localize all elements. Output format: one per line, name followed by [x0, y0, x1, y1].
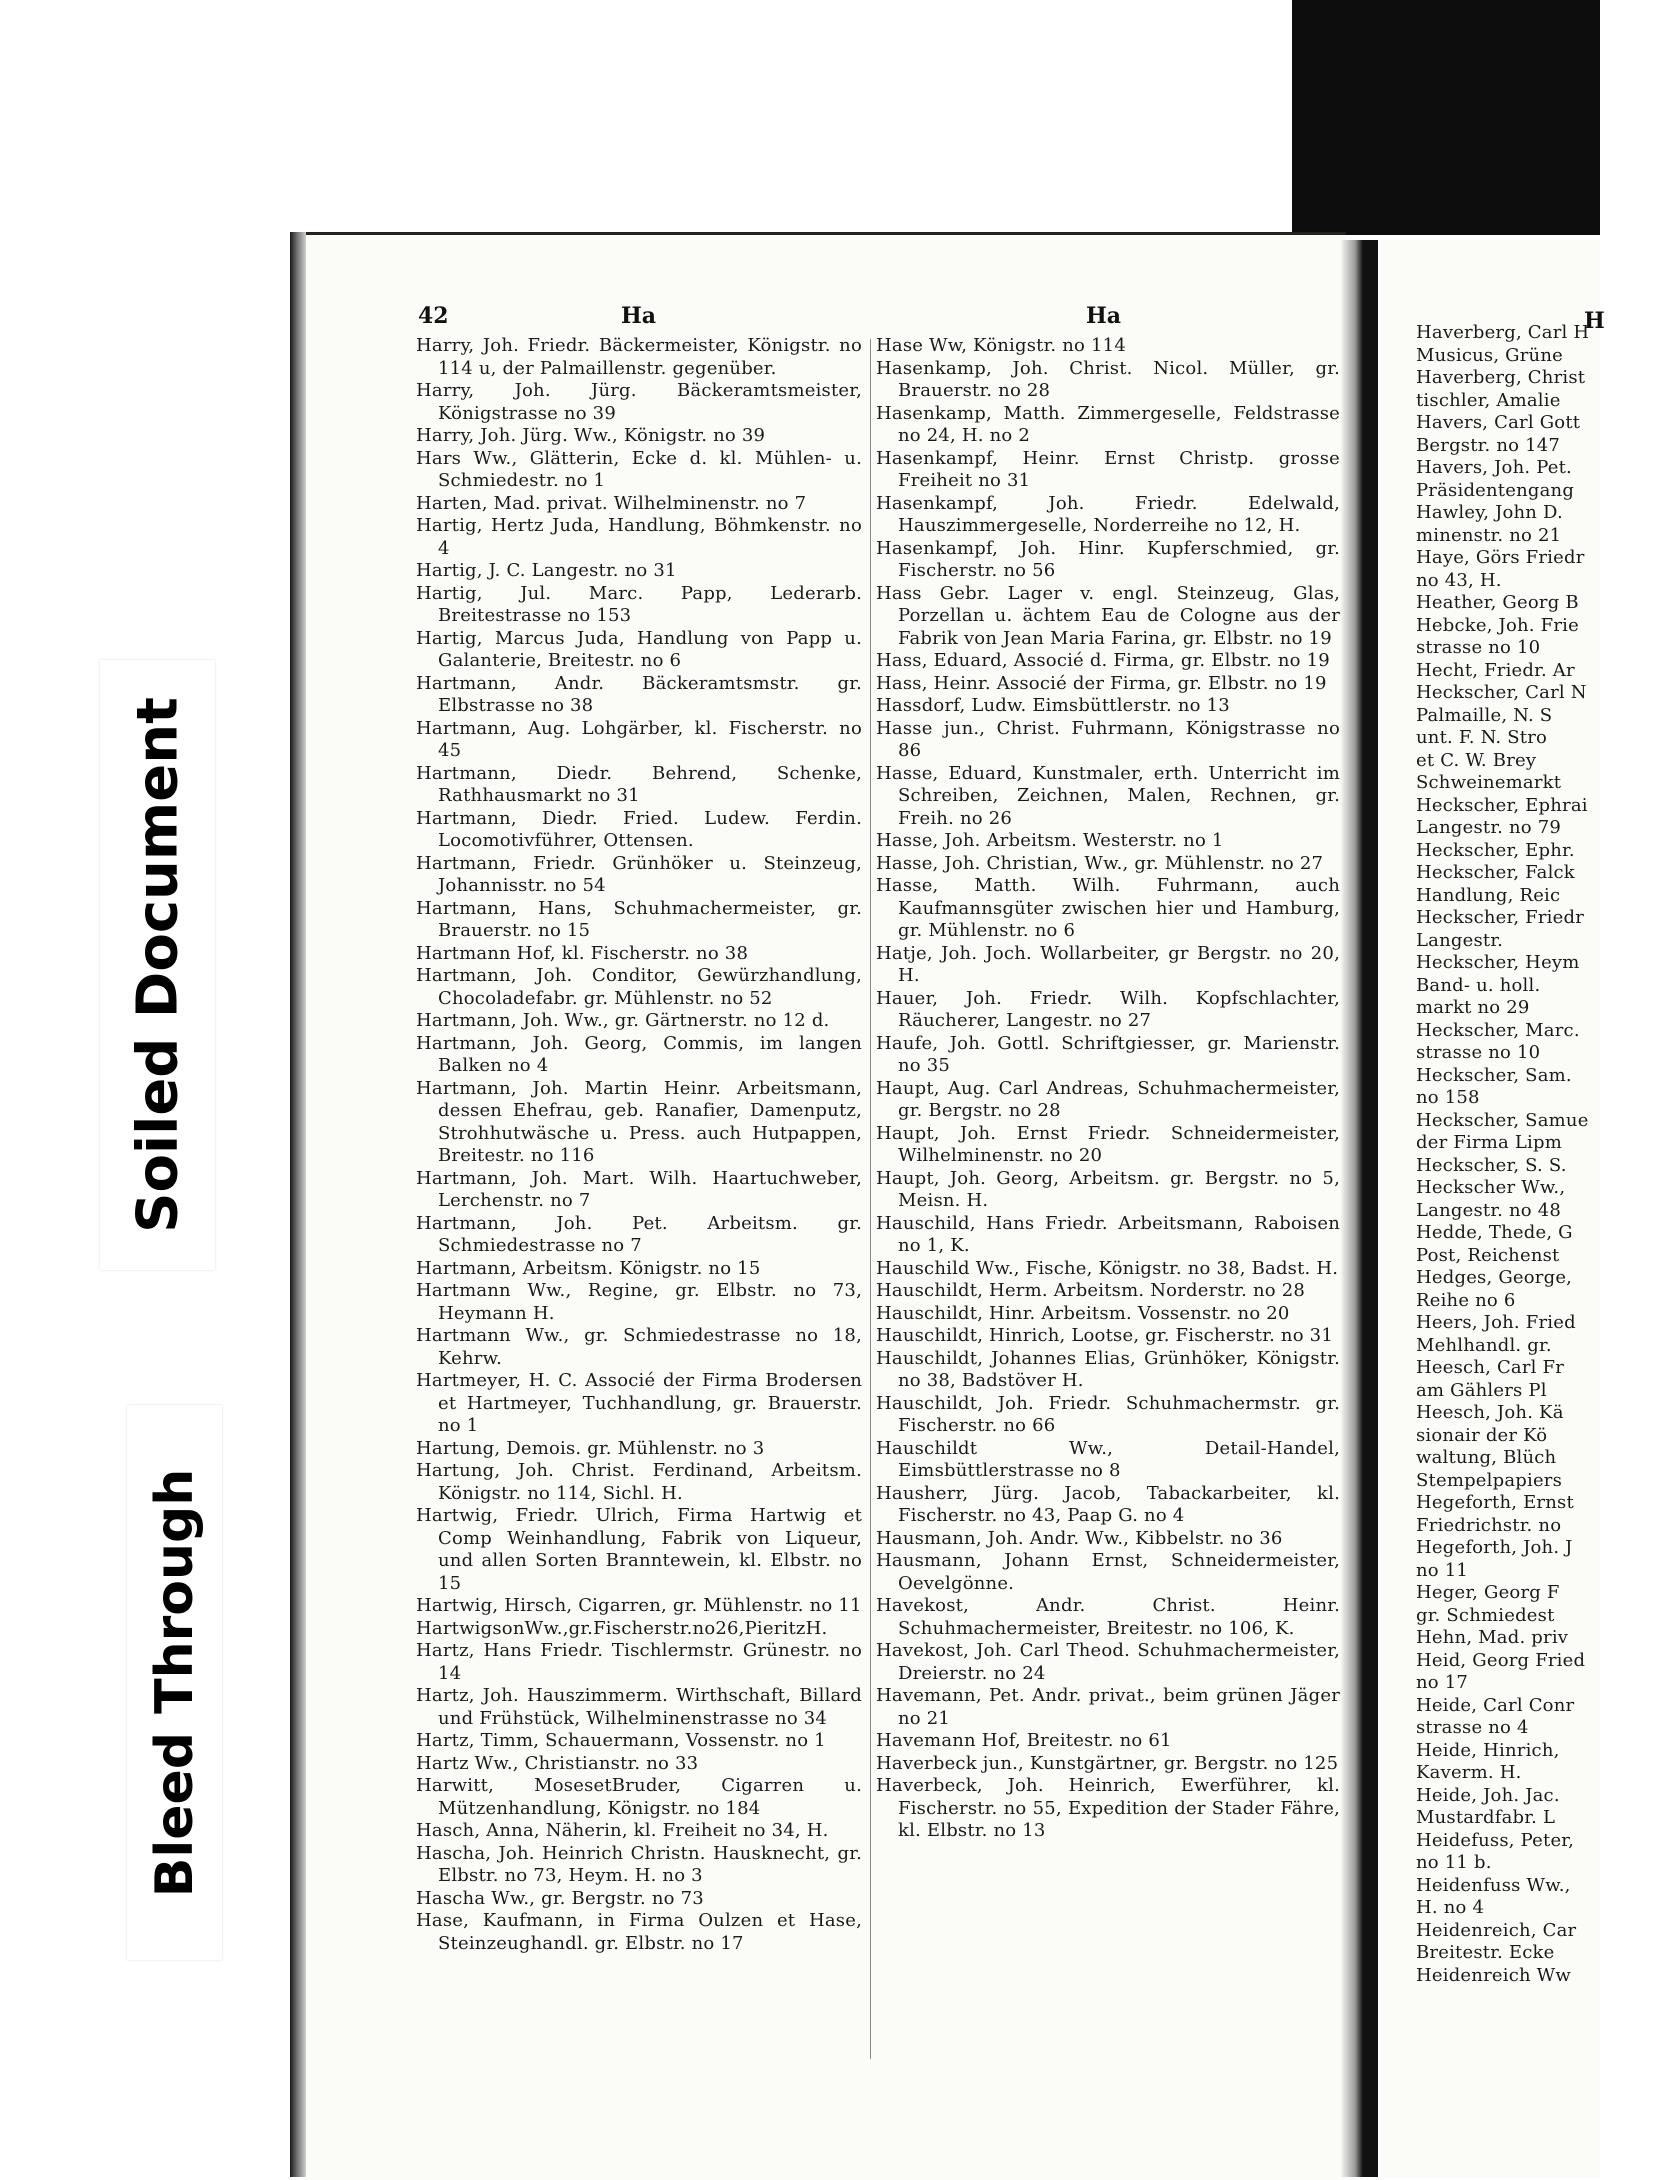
directory-entry: Hass Gebr. Lager v. engl. Steinzeug, Glas, Porzellan u. ächtem Eau de Cologne aus der Fabrik von Jean Maria Farina, gr. Elbstr. no 19 — [876, 582, 1340, 649]
directory-entry: Hartz, Joh. Hauszimmerm. Wirthschaft, Billard und Frühstück, Wilhelminenstrasse no 34 — [416, 1685, 862, 1729]
directory-entry: Hartmann, Joh. Pet. Arbeitsm. gr. Schmiedestrasse no 7 — [416, 1212, 862, 1256]
directory-entry: Hartz, Timm, Schauermann, Vossenstr. no 1 — [416, 1730, 826, 1751]
directory-entry: strasse no 10 — [1416, 637, 1541, 658]
directory-entry: Heesch, Carl Fr — [1416, 1357, 1565, 1378]
directory-entry: Haufe, Joh. Gottl. Schriftgiesser, gr. Marienstr. no 35 — [876, 1032, 1340, 1076]
directory-entry: Handlung, Reic — [1416, 884, 1561, 906]
directory-entry: Heide, Carl Conr — [1416, 1694, 1575, 1716]
directory-entry: Musicus, Grüne — [1416, 344, 1563, 366]
directory-entry: Hartig, Jul. Marc. Papp, Lederarb. Breitestrasse no 153 — [416, 582, 862, 626]
directory-entry: Heger, Georg F — [1416, 1582, 1560, 1603]
next-page-column — [1416, 322, 1656, 1987]
directory-entry: Heid, Georg Fried — [1416, 1649, 1586, 1671]
directory-entry: Hasse, Joh. Arbeitsm. Westerstr. no 1 — [876, 830, 1224, 851]
bleed-through-label: Bleed Through — [144, 1468, 205, 1897]
directory-entry: Breitestr. Ecke — [1416, 1942, 1555, 1963]
directory-entry: Hasenkampf, Joh. Friedr. Edelwald, Hauszimmergeselle, Norderreihe no 12, H. — [876, 492, 1340, 536]
directory-entry: Hasenkampf, Joh. Hinr. Kupferschmied, gr. Fischerstr. no 56 — [876, 537, 1340, 581]
directory-entry: markt no 29 — [1416, 997, 1530, 1018]
directory-entry: Hass, Heinr. Associé der Firma, gr. Elbstr. no 19 — [876, 672, 1327, 694]
directory-entry: Hartmann Ww., gr. Schmiedestrasse no 18, Kehrw. — [416, 1325, 862, 1369]
directory-entry: Langestr. no 48 — [1416, 1199, 1562, 1221]
directory-entry: Hasch, Anna, Näherin, kl. Freiheit no 34, H. — [416, 1820, 829, 1841]
directory-entry: Hawley, John D. — [1416, 502, 1563, 523]
directory-entry: Heide, Hinrich, — [1416, 1739, 1560, 1761]
directory-entry: Haupt, Joh. Ernst Friedr. Schneidermeister, Wilhelminenstr. no 20 — [876, 1122, 1340, 1166]
directory-entry: Hauer, Joh. Friedr. Wilh. Kopfschlachter, Räucherer, Langestr. no 27 — [876, 987, 1340, 1031]
middle-column — [876, 335, 1340, 1843]
directory-entry: Haupt, Joh. Georg, Arbeitsm. gr. Bergstr. no 5, Meisn. H. — [876, 1167, 1340, 1211]
directory-entry: strasse no 10 — [1416, 1042, 1541, 1063]
directory-entry: no 11 b. — [1416, 1852, 1492, 1873]
directory-entry: Hauschildt, Hinr. Arbeitsm. Vossenstr. no 20 — [876, 1302, 1290, 1324]
directory-entry: Heckscher, Marc. — [1416, 1019, 1580, 1041]
directory-entry: Hauschildt, Johannes Elias, Grünhöker, Königstr. no 38, Badstöver H. — [876, 1347, 1340, 1391]
directory-entry: Heckscher Ww., — [1416, 1177, 1566, 1198]
scan-edge-gap — [1286, 0, 1292, 235]
directory-entry: Haupt, Aug. Carl Andreas, Schuhmachermeister, gr. Bergstr. no 28 — [876, 1077, 1340, 1121]
directory-entry: Hartig, Marcus Juda, Handlung von Papp u. Galanterie, Breitestr. no 6 — [416, 627, 862, 671]
next-page-fragment — [1380, 240, 1605, 2177]
directory-entry: Hartig, J. C. Langestr. no 31 — [416, 560, 677, 581]
directory-entry: Heesch, Joh. Kä — [1416, 1402, 1564, 1423]
directory-entry: Hauschildt, Hinrich, Lootse, gr. Fischerstr. no 31 — [876, 1325, 1333, 1346]
next-running-head: H — [1584, 308, 1605, 334]
directory-entry: Havemann Hof, Breitestr. no 61 — [876, 1730, 1172, 1751]
directory-entry: Hartz, Hans Friedr. Tischlermstr. Grünestr. no 14 — [416, 1640, 862, 1684]
directory-entry: Heckscher, Ephrai — [1416, 794, 1588, 816]
directory-entry: Haye, Görs Friedr — [1416, 547, 1585, 568]
directory-entry: Hasse, Joh. Christian, Ww., gr. Mühlenstr. no 27 — [876, 852, 1324, 874]
directory-entry: Hartmeyer, H. C. Associé der Firma Brodersen et Hartmeyer, Tuchhandlung, gr. Brauerstr. no 1 — [416, 1370, 862, 1436]
directory-entry: Hehn, Mad. priv — [1416, 1627, 1569, 1648]
directory-entry: Hartmann, Diedr. Fried. Ludew. Ferdin. Locomotivführer, Ottensen. — [416, 807, 862, 851]
directory-entry: Hauschild Ww., Fische, Königstr. no 38, Badst. H. — [876, 1257, 1339, 1279]
directory-entry: Hars Ww., Glätterin, Ecke d. kl. Mühlen- u. Schmiedestr. no 1 — [416, 447, 862, 491]
directory-entry: Heidenreich Ww — [1416, 1964, 1571, 1986]
directory-entry: Präsidentengang — [1416, 479, 1575, 501]
directory-entry: Heckscher, Heym — [1416, 952, 1580, 973]
directory-entry: H. no 4 — [1416, 1897, 1485, 1918]
directory-entry: Hedde, Thede, G — [1416, 1222, 1573, 1243]
directory-entry: Heidefuss, Peter, — [1416, 1829, 1575, 1851]
directory-entry: strasse no 4 — [1416, 1717, 1529, 1738]
directory-entry: Hasenkampf, Heinr. Ernst Christp. grosse Freiheit no 31 — [876, 447, 1340, 491]
directory-entry: Hausmann, Joh. Andr. Ww., Kibbelstr. no 36 — [876, 1527, 1283, 1549]
directory-entry: am Gählers Pl — [1416, 1379, 1547, 1401]
directory-entry: Hartmann, Joh. Conditor, Gewürzhandlung, Chocoladefabr. gr. Mühlenstr. no 52 — [416, 965, 862, 1009]
directory-entry: Hausherr, Jürg. Jacob, Tabackarbeiter, kl. Fischerstr. no 43, Paap G. no 4 — [876, 1482, 1340, 1526]
directory-entry: Heidenfuss Ww., — [1416, 1874, 1571, 1896]
mid-running-head: Ha — [1086, 303, 1122, 329]
directory-entry: Heers, Joh. Fried — [1416, 1312, 1576, 1333]
book-gutter — [1340, 240, 1378, 2177]
directory-entry: Harten, Mad. privat. Wilhelminenstr. no 7 — [416, 492, 807, 514]
directory-entry: Havers, Joh. Pet. — [1416, 457, 1572, 478]
directory-entry: Hartmann, Diedr. Behrend, Schenke, Rathhausmarkt no 31 — [416, 762, 862, 806]
directory-entry: Hartmann Ww., Regine, gr. Elbstr. no 73, Heymann H. — [416, 1280, 862, 1324]
page-number: 42 — [418, 303, 449, 329]
bleed-through-tab — [127, 1405, 222, 1960]
directory-entry: Heckscher, Ephr. — [1416, 839, 1575, 861]
directory-entry: Stempelpapiers — [1416, 1469, 1563, 1491]
directory-entry: Schweinemarkt — [1416, 772, 1562, 793]
directory-entry: Heckscher, Friedr — [1416, 907, 1585, 928]
directory-entry: Havekost, Andr. Christ. Heinr. Schuhmachermeister, Breitestr. no 106, K. — [876, 1595, 1340, 1639]
directory-entry: gr. Schmiedest — [1416, 1604, 1555, 1626]
directory-entry: Hasenkamp, Joh. Christ. Nicol. Müller, gr. Brauerstr. no 28 — [876, 357, 1340, 401]
directory-entry: Hauschild, Hans Friedr. Arbeitsmann, Raboisen no 1, K. — [876, 1212, 1340, 1256]
directory-entry: Heckscher, Carl N — [1416, 682, 1587, 703]
directory-entry: HartwigsonWw.,gr.Fischerstr.no26,PieritzH. — [416, 1617, 828, 1639]
directory-entry: Harry, Joh. Jürg. Bäckeramtsmeister, Königstrasse no 39 — [416, 380, 862, 424]
directory-entry: Hecht, Friedr. Ar — [1416, 659, 1575, 681]
directory-entry: der Firma Lipm — [1416, 1132, 1562, 1153]
page-binding-shadow — [290, 232, 306, 2177]
column-divider — [870, 339, 871, 2059]
directory-entry: Hartig, Hertz Juda, Handlung, Böhmkenstr. no 4 — [416, 515, 862, 559]
left-column — [416, 335, 862, 1955]
directory-entry: Havekost, Joh. Carl Theod. Schuhmachermeister, Dreierstr. no 24 — [876, 1640, 1340, 1684]
directory-entry: Post, Reichenst — [1416, 1244, 1560, 1266]
directory-entry: Hartmann, Friedr. Grünhöker u. Steinzeug, Johannisstr. no 54 — [416, 852, 862, 896]
directory-entry: Harry, Joh. Jürg. Ww., Königstr. no 39 — [416, 425, 766, 446]
directory-entry: Hartwig, Hirsch, Cigarren, gr. Mühlenstr. no 11 — [416, 1595, 862, 1616]
directory-entry: Hartmann, Joh. Ww., gr. Gärtnerstr. no 12 d. — [416, 1010, 830, 1031]
directory-page — [306, 232, 1346, 2180]
directory-entry: Hartmann, Andr. Bäckeramtsmstr. gr. Elbstrasse no 38 — [416, 672, 862, 716]
directory-entry: Hartmann Hof, kl. Fischerstr. no 38 — [416, 942, 749, 964]
directory-entry: minenstr. no 21 — [1416, 524, 1562, 546]
directory-entry: Hartmann, Joh. Martin Heinr. Arbeitsmann, dessen Ehefrau, geb. Ranafier, Damenputz, Strohhutwäsche u. Press. auch Hutpappen, Breitestr. no 116 — [416, 1077, 862, 1166]
directory-entry: Band- u. holl. — [1416, 974, 1541, 996]
directory-entry: Hauschildt, Herm. Arbeitsm. Norderstr. no 28 — [876, 1280, 1305, 1301]
directory-entry: Hase Ww, Königstr. no 114 — [876, 335, 1126, 356]
directory-entry: Hartmann, Hans, Schuhmachermeister, gr. Brauerstr. no 15 — [416, 897, 862, 941]
directory-entry: Havemann, Pet. Andr. privat., beim grünen Jäger no 21 — [876, 1685, 1340, 1729]
directory-entry: Heckscher, Samue — [1416, 1109, 1589, 1131]
directory-entry: Mustardfabr. L — [1416, 1807, 1556, 1828]
directory-entry: Hascha, Joh. Heinrich Christn. Hausknecht, gr. Elbstr. no 73, Heym. H. no 3 — [416, 1842, 862, 1886]
directory-entry: Bergstr. no 147 — [1416, 434, 1561, 456]
directory-entry: Hartmann, Joh. Mart. Wilh. Haartuchweber, Lerchenstr. no 7 — [416, 1167, 862, 1211]
directory-entry: Hartung, Joh. Christ. Ferdinand, Arbeitsm. Königstr. no 114, Sichl. H. — [416, 1460, 862, 1504]
directory-entry: no 43, H. — [1416, 569, 1502, 591]
directory-entry: Langestr. — [1416, 929, 1504, 951]
directory-entry: Hausmann, Johann Ernst, Schneidermeister, Oevelgönne. — [876, 1550, 1340, 1594]
directory-entry: Hartz Ww., Christianstr. no 33 — [416, 1752, 699, 1774]
directory-entry: Hartung, Demois. gr. Mühlenstr. no 3 — [416, 1437, 765, 1459]
directory-entry: Heckscher, Falck — [1416, 862, 1575, 883]
directory-entry: Heide, Joh. Jac. — [1416, 1784, 1560, 1806]
directory-entry: Haverberg, Christ — [1416, 367, 1586, 388]
left-running-head: Ha — [621, 303, 657, 329]
directory-entry: Hebcke, Joh. Frie — [1416, 614, 1579, 636]
directory-entry: Hartmann, Arbeitsm. Königstr. no 15 — [416, 1257, 761, 1279]
directory-entry: Havers, Carl Gott — [1416, 412, 1581, 433]
directory-entry: Friedrichstr. no — [1416, 1514, 1562, 1536]
dark-scan-edge — [1288, 0, 1600, 235]
directory-entry: Haverbeck, Joh. Heinrich, Ewerführer, kl. Fischerstr. no 55, Expedition der Stader Fähre, kl. Elbstr. no 13 — [876, 1775, 1340, 1841]
directory-entry: Hauschildt Ww., Detail-Handel, Eimsbüttlerstrasse no 8 — [876, 1437, 1340, 1481]
directory-entry: Heckscher, S. S. — [1416, 1154, 1567, 1176]
directory-entry: Hasse, Eduard, Kunstmaler, erth. Unterricht im Schreiben, Zeichnen, Malen, Rechnen, gr. Freih. no 26 — [876, 762, 1340, 829]
directory-entry: Kaverm. H. — [1416, 1762, 1522, 1783]
directory-entry: Hartmann, Aug. Lohgärber, kl. Fischerstr. no 45 — [416, 717, 862, 761]
directory-entry: Hasenkamp, Matth. Zimmergeselle, Feldstrasse no 24, H. no 2 — [876, 402, 1340, 446]
directory-entry: Hatje, Joh. Joch. Wollarbeiter, gr Bergstr. no 20, H. — [876, 942, 1340, 986]
directory-entry: tischler, Amalie — [1416, 389, 1561, 411]
directory-entry: Hascha Ww., gr. Bergstr. no 73 — [416, 1887, 704, 1909]
directory-entry: Heather, Georg B — [1416, 592, 1579, 613]
directory-entry: Harwitt, MosesetBruder, Cigarren u. Mützenhandlung, Königstr. no 184 — [416, 1775, 862, 1819]
directory-entry: Hartwig, Friedr. Ulrich, Firma Hartwig et Comp Weinhandlung, Fabrik von Liqueur, und allen Sorten Branntewein, kl. Elbstr. no 15 — [416, 1505, 862, 1594]
directory-entry: Hedges, George, — [1416, 1267, 1573, 1288]
directory-entry: Hassdorf, Ludw. Eimsbüttlerstr. no 13 — [876, 695, 1230, 716]
directory-entry: Hegeforth, Joh. J — [1416, 1537, 1573, 1558]
directory-entry: Hasse, Matth. Wilh. Fuhrmann, auch Kaufmannsgüter zwischen hier und Hamburg, gr. Mühlenstr. no 6 — [876, 875, 1340, 941]
directory-entry: Reihe no 6 — [1416, 1289, 1516, 1311]
directory-entry: unt. F. N. Stro — [1416, 727, 1548, 748]
directory-entry: Hase, Kaufmann, in Firma Oulzen et Hase, Steinzeughandl. gr. Elbstr. no 17 — [416, 1910, 862, 1954]
directory-entry: Haverbeck jun., Kunstgärtner, gr. Bergstr. no 125 — [876, 1752, 1339, 1774]
directory-entry: Heckscher, Sam. — [1416, 1064, 1572, 1086]
directory-entry: Langestr. no 79 — [1416, 817, 1562, 838]
directory-entry: no 11 — [1416, 1559, 1469, 1581]
directory-entry: Palmaille, N. S — [1416, 704, 1553, 726]
directory-entry: Harry, Joh. Friedr. Bäckermeister, Königstr. no 114 u, der Palmaillenstr. gegenüber. — [416, 335, 862, 379]
directory-entry: waltung, Blüch — [1416, 1447, 1557, 1468]
directory-entry: Heidenreich, Car — [1416, 1919, 1577, 1941]
directory-entry: Mehlhandl. gr. — [1416, 1334, 1552, 1356]
soiled-document-tab — [100, 660, 215, 1270]
directory-entry: Hauschildt, Joh. Friedr. Schuhmachermstr. gr. Fischerstr. no 66 — [876, 1392, 1340, 1436]
directory-entry: Hartmann, Joh. Georg, Commis, im langen Balken no 4 — [416, 1032, 862, 1076]
soiled-document-label: Soiled Document — [125, 697, 190, 1233]
directory-entry: no 17 — [1416, 1672, 1469, 1693]
directory-entry: Haverberg, Carl H — [1416, 322, 1590, 343]
directory-entry: Hegeforth, Ernst — [1416, 1492, 1574, 1513]
directory-entry: sionair der Kö — [1416, 1424, 1548, 1446]
directory-entry: Hass, Eduard, Associé d. Firma, gr. Elbstr. no 19 — [876, 650, 1330, 671]
directory-entry: et C. W. Brey — [1416, 749, 1537, 771]
directory-entry: no 158 — [1416, 1087, 1480, 1108]
directory-entry: Hasse jun., Christ. Fuhrmann, Königstrasse no 86 — [876, 717, 1340, 761]
